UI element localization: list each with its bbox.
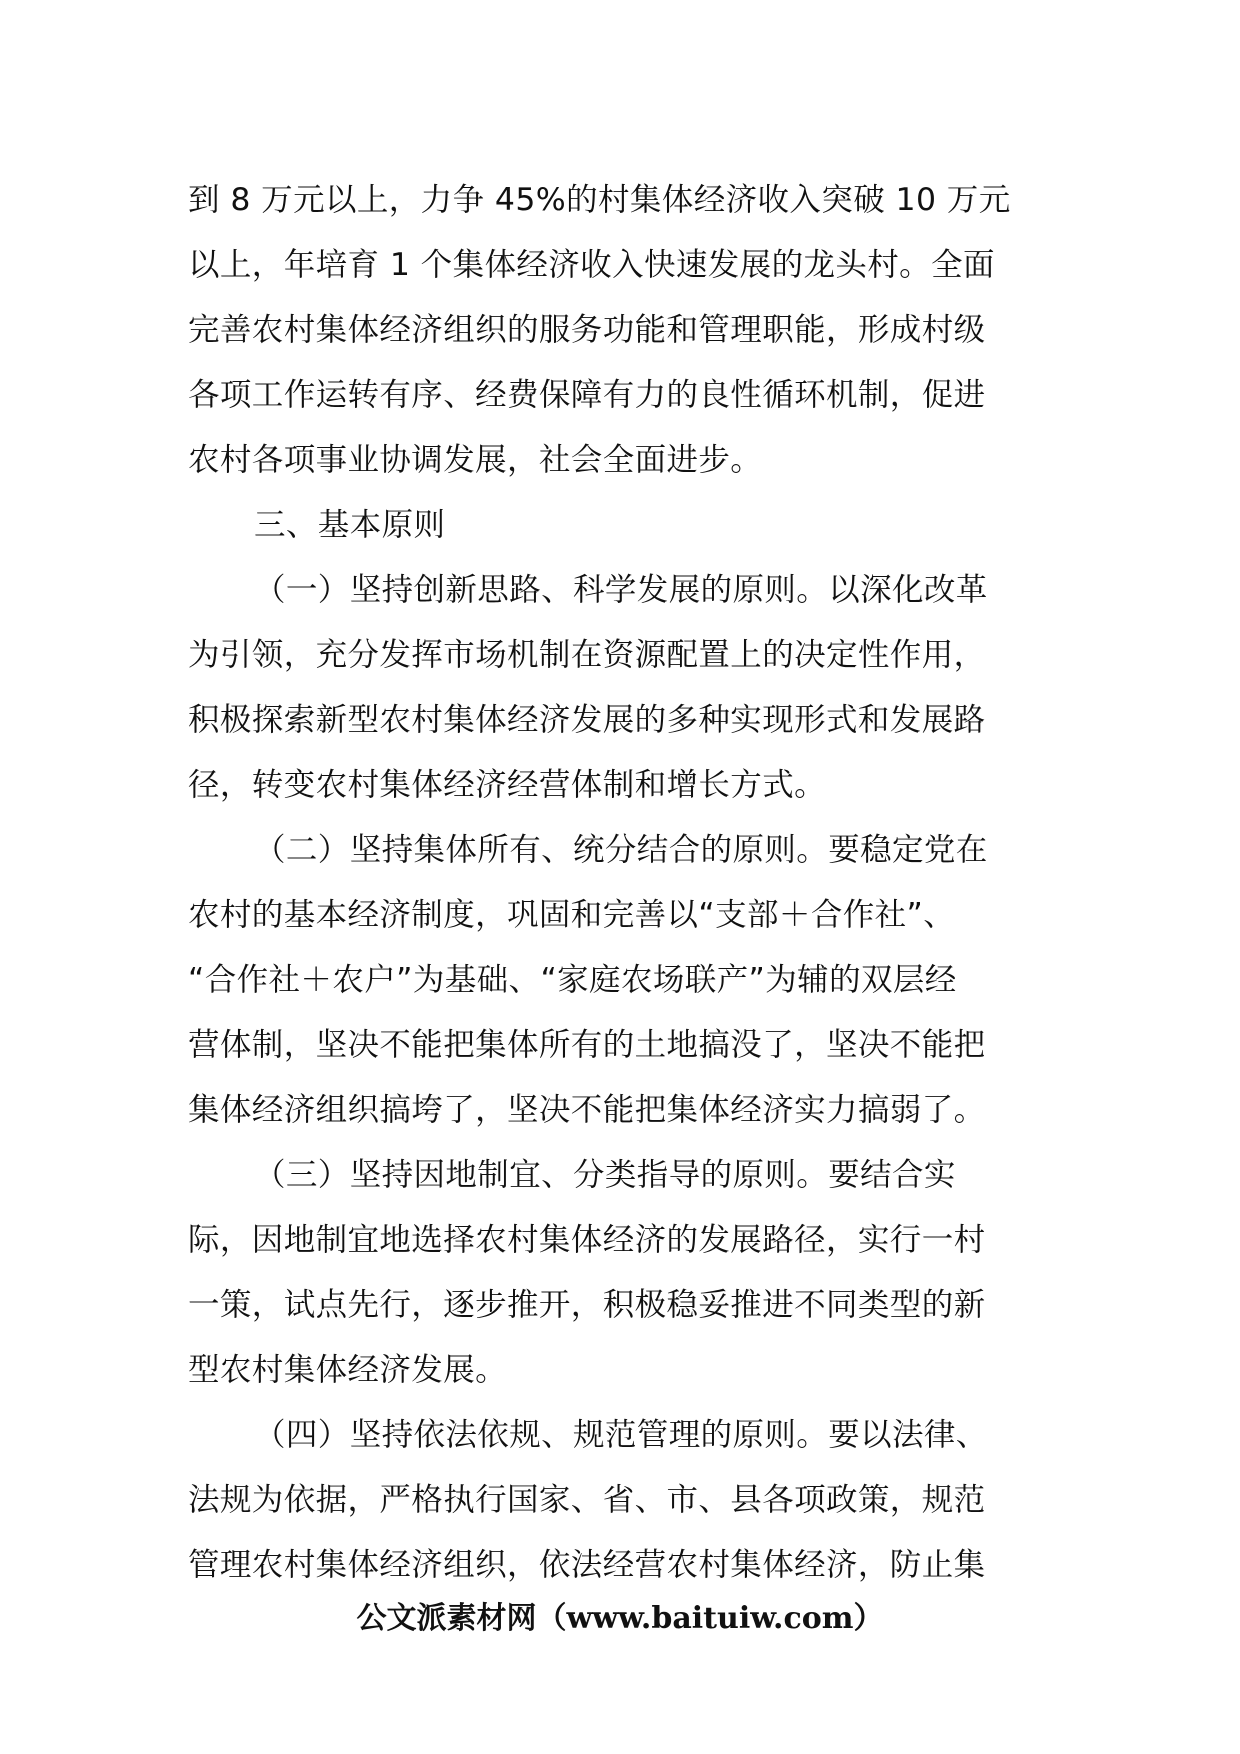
text-line: 集体经济组织搞垮了，坚决不能把集体经济实力搞弱了。 [188,1092,986,1128]
text-line: （三）坚持因地制宜、分类指导的原则。要结合实 [254,1157,956,1193]
text-line: （一）坚持创新思路、科学发展的原则。以深化改革 [254,572,988,608]
footer-watermark: 公文派素材网（www.baituiw.com） [356,1601,884,1636]
text-line: 一策，试点先行，逐步推开，积极稳妥推进不同类型的新 [188,1287,986,1323]
text-line: 营体制，坚决不能把集体所有的土地搞没了，坚决不能把 [188,1027,986,1063]
text-line: 农村各项事业协调发展，社会全面进步。 [188,442,763,478]
text-line: 管理农村集体经济组织，依法经营农村集体经济，防止集 [188,1547,986,1583]
text-line: 到 8 万元以上，力争 45%的村集体经济收入突破 10 万元 [188,182,1011,218]
text-line: 完善农村集体经济组织的服务功能和管理职能，形成村级 [188,312,986,348]
text-line: 为引领，充分发挥市场机制在资源配置上的决定性作用， [188,637,986,673]
text-line: 法规为依据，严格执行国家、省、市、县各项政策，规范 [188,1482,986,1518]
text-line: 农村的基本经济制度，巩固和完善以“支部＋合作社”、 [188,897,956,933]
document-body [188,168,1058,1598]
text-line: 型农村集体经济发展。 [188,1352,508,1388]
text-line: （二）坚持集体所有、统分结合的原则。要稳定党在 [254,832,988,868]
text-line: 以上，年培育 1 个集体经济收入快速发展的龙头村。全面 [188,247,995,283]
text-line: 际，因地制宜地选择农村集体经济的发展路径，实行一村 [188,1222,986,1258]
text-line: “合作社＋农户”为基础、“家庭农场联产”为辅的双层经 [188,962,957,998]
text-line: 三、基本原则 [254,507,446,543]
text-line: 积极探索新型农村集体经济发展的多种实现形式和发展路 [188,702,986,738]
text-line: 径，转变农村集体经济经营体制和增长方式。 [188,767,827,803]
text-line: （四）坚持依法依规、规范管理的原则。要以法律、 [254,1417,988,1453]
text-line: 各项工作运转有序、经费保障有力的良性循环机制，促进 [188,377,986,413]
